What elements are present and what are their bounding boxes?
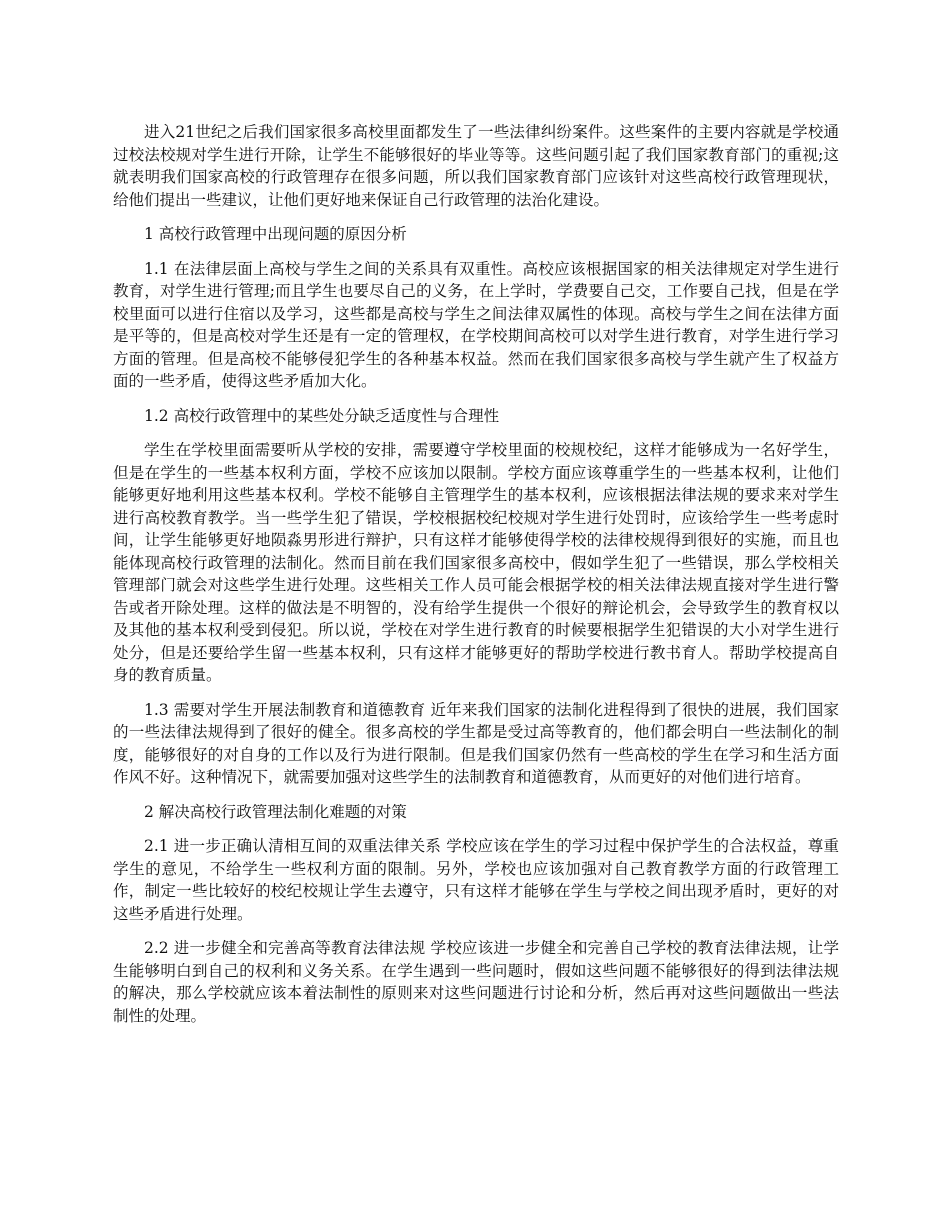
paragraph-2-1: 2.1 进一步正确认清相互间的双重法律关系 学校应该在学生的学习过程中保护学生的合法权益，尊重学生的意见，不给学生一些权利方面的限制。另外，学校也应该加强对自己教育教学方面的行政管理工作，制定一些比较好的校纪校规让学生去遵守，只有这样才能够在学生与学校之间出现矛盾时，更好的对这些矛盾进行处理。 [113,837,839,923]
paragraph-1-3: 1.3 需要对学生开展法制教育和道德教育 近年来我们国家的法制化进程得到了很快的进展，我们国家的一些法律法规得到了很好的健全。很多高校的学生都是受过高等教育的，他们都会明白一些法制化的制度，能够很好的对自身的工作以及行为进行限制。但是我们国家仍然有一些高校的学生在学习和生活方面作风不好。这种情况下，就需要加强对这些学生的法制教育和道德教育，从而更好的对他们进行培育。 [113,700,839,786]
paragraph-2-2: 2.2 进一步健全和完善高等教育法律法规 学校应该进一步健全和完善自己学校的教育法律法规，让学生能够明白到自己的权利和义务关系。在学生遇到一些问题时，假如这些问题不能够很好的得到法律法规的解决，那么学校就应该本着法制性的原则来对这些问题进行讨论和分析，然后再对这些问题做出一些法制性的处理。 [113,939,839,1025]
paragraph-1-1: 1.1 在法律层面上高校与学生之间的关系具有双重性。高校应该根据国家的相关法律规定对学生进行教育，对学生进行管理;而且学生也要尽自己的义务，在上学时，学费要自己交，工作要自己找，但是在学校里面可以进行住宿以及学习，这些都是高校与学生之间法律双属性的体现。高校与学生之间在法律方面是平等的，但是高校对学生还是有一定的管理权，在学校期间高校可以对学生进行教育，对学生进行学习方面的管理。但是高校不能够侵犯学生的各种基本权益。然而在我们国家很多高校与学生就产生了权益方面的一些矛盾，使得这些矛盾加大化。 [113,259,839,390]
paragraph-intro: 进入21世纪之后我们国家很多高校里面都发生了一些法律纠纷案件。这些案件的主要内容就是学校通过校法校规对学生进行开除，让学生不能够很好的毕业等等。这些问题引起了我们国家教育部门的重视;这就表明我们国家高校的行政管理存在很多问题，所以我们国家教育部门应该针对这些高校行政管理现状，给他们提出一些建议，让他们更好地来保证自己行政管理的法治化建设。 [113,123,839,209]
document-body [113,121,839,1039]
section-heading-1-2: 1.2 高校行政管理中的某些处分缺乏适度性与合理性 [144,406,500,425]
paragraph-1-2: 学生在学校里面需要听从学校的安排，需要遵守学校里面的校规校纪，这样才能够成为一名好学生，但是在学生的一些基本权利方面，学校不应该加以限制。学校方面应该尊重学生的一些基本权利，让他们能够更好地利用这些基本权利。学校不能够自主管理学生的基本权利，应该根据法律法规的要求来对学生进行高校教育教学。当一些学生犯了错误，学校根据校纪校规对学生进行处罚时，应该给学生一些考虑时间，让学生能够更好地陨淼男形进行辩护，只有这样才能够使得学校的法律校规得到很好的实施，而且也能体现高校行政管理的法制化。然而目前在我们国家很多高校中，假如学生犯了一些错误，那么学校相关管理部门就会对这些学生进行处理。这些相关工作人员可能会根据学校的相关法律法规直接对学生进行警告或者开除处理。这样的做法是不明智的，没有给学生提供一个很好的辩论机会，会导致学生的教育权以及其他的基本权利受到侵犯。所以说，学校在对学生进行教育的时候要根据学生犯错误的大小对学生进行处分，但是还要给学生留一些基本权利，只有这样才能够更好的帮助学校进行教书育人。帮助学校提高自身的教育质量。 [113,441,839,684]
section-heading-1: 1 高校行政管理中出现问题的原因分析 [144,225,407,243]
section-heading-2: 2 解决高校行政管理法制化难题的对策 [144,802,407,821]
